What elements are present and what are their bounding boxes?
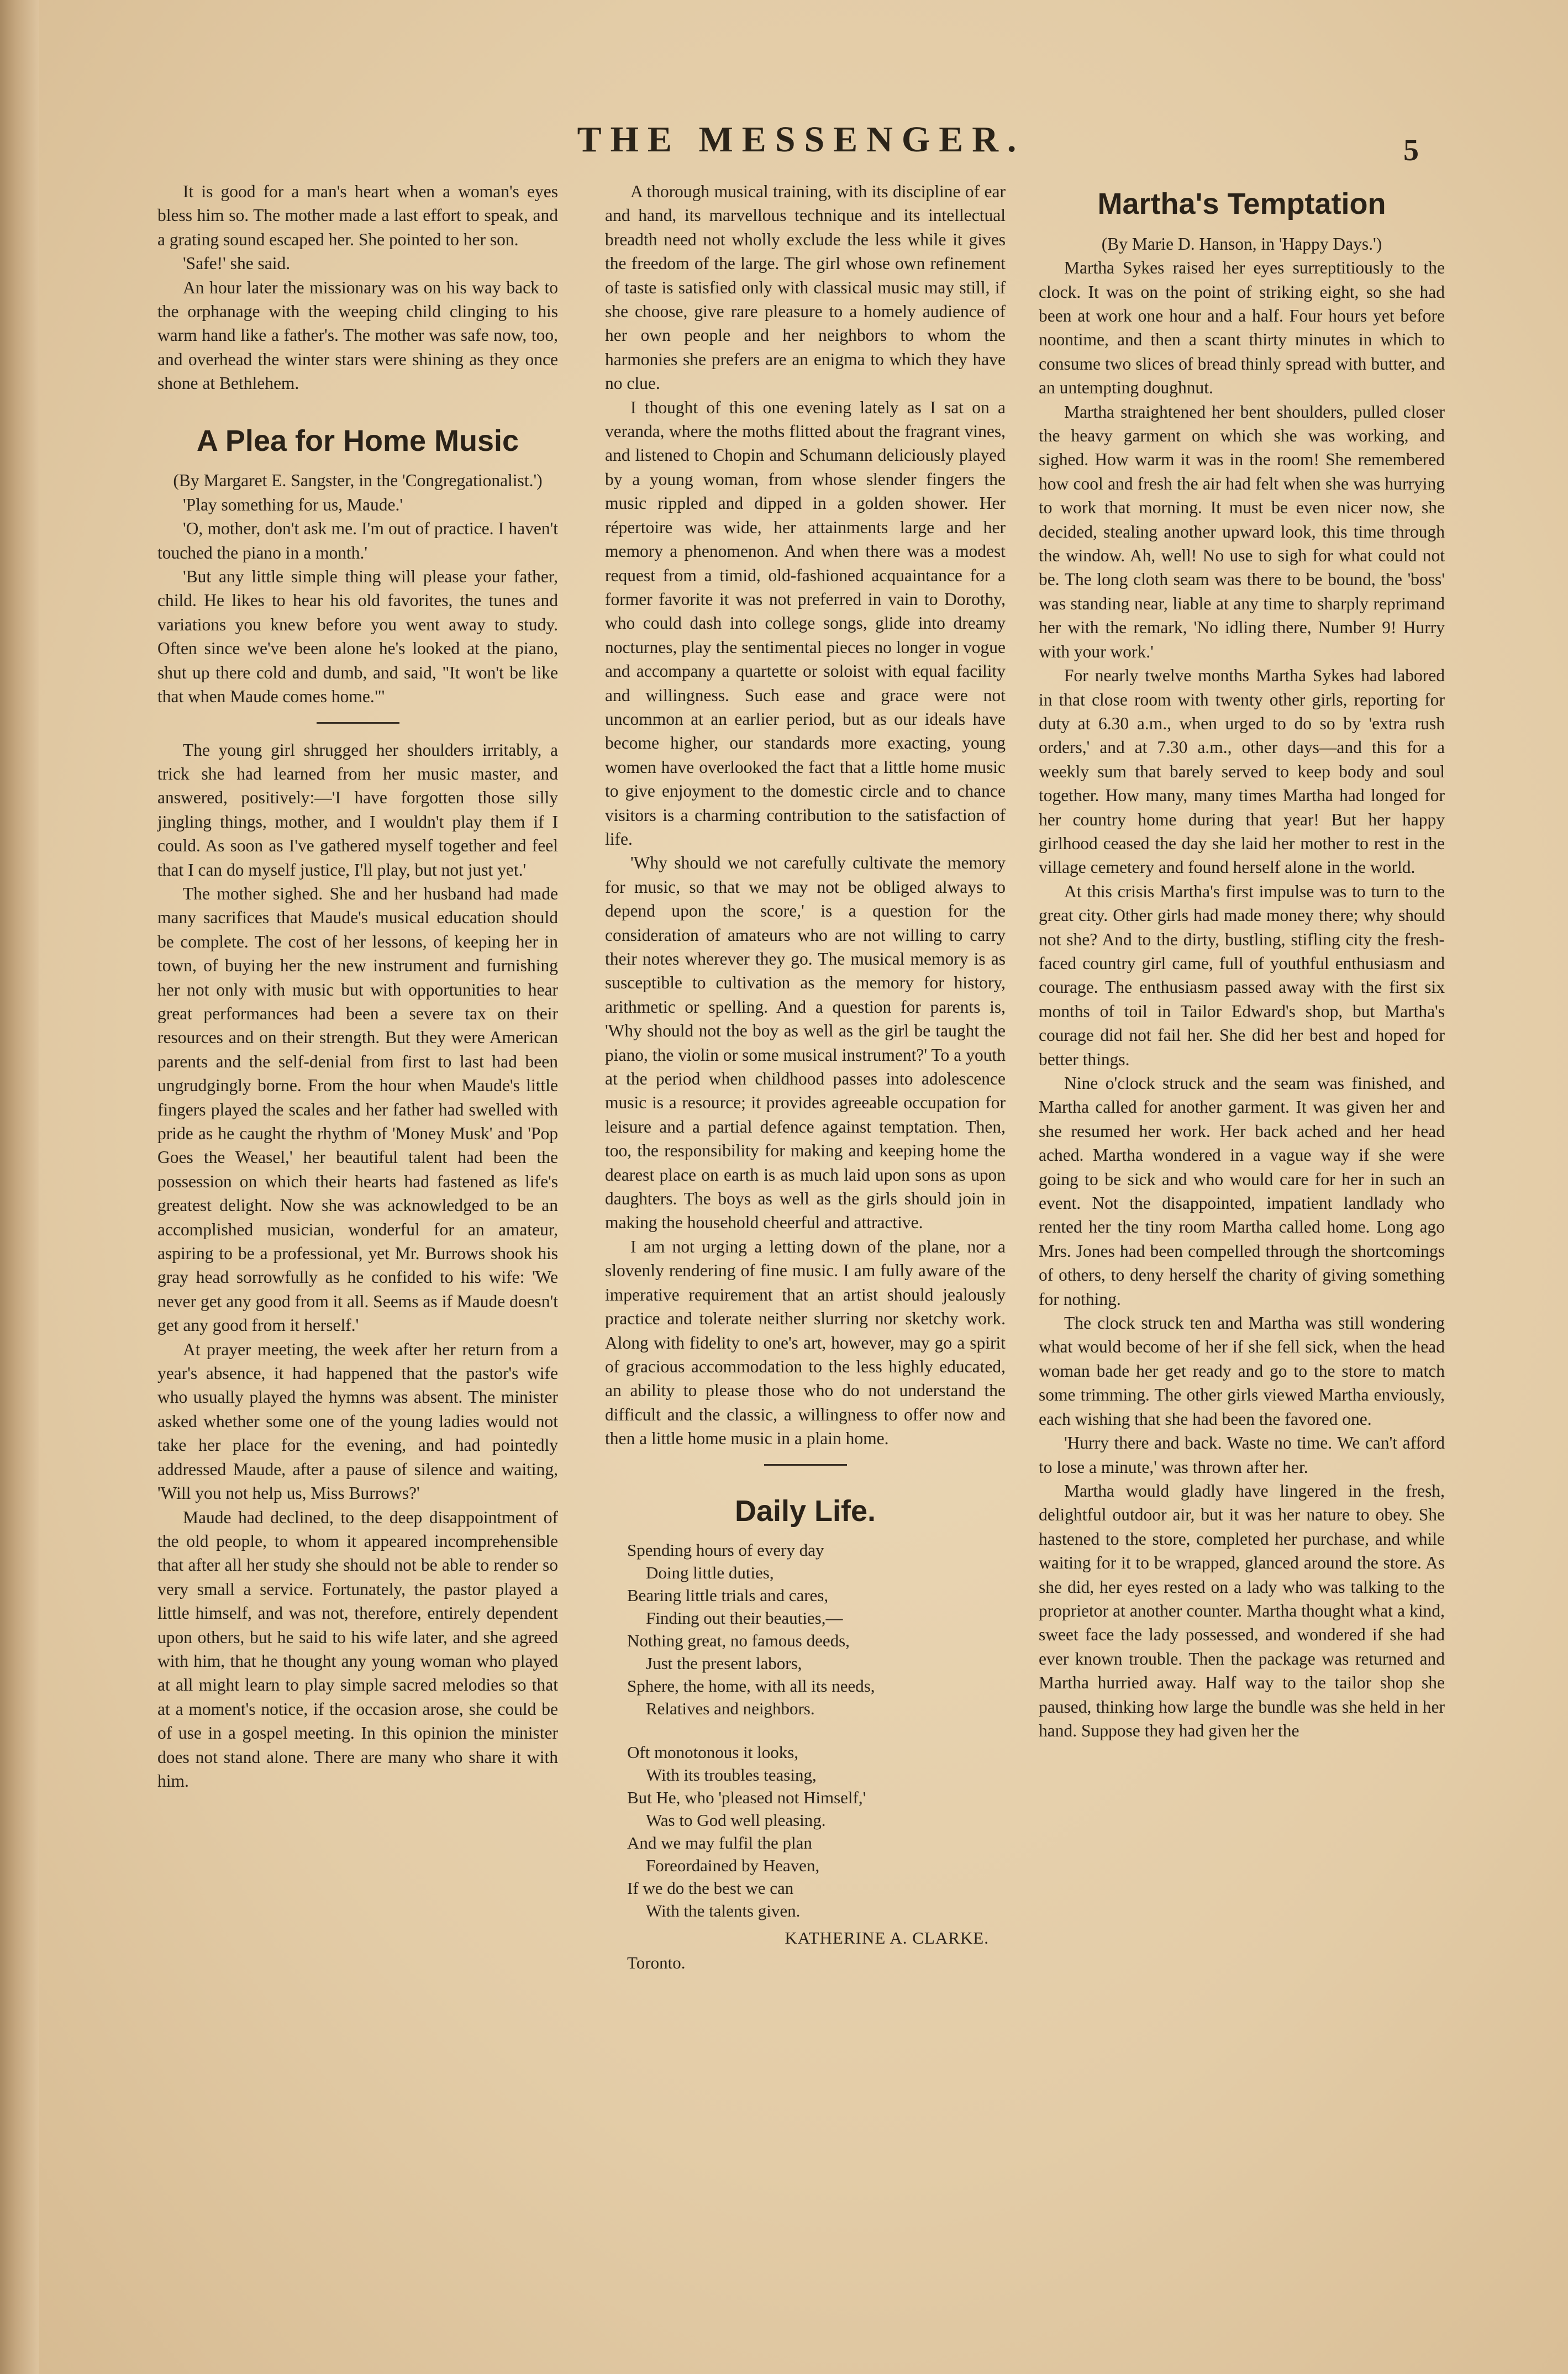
paragraph: It is good for a man's heart when a woman's eyes bless him so. The mother made a last effort to speak, and a grating sound escaped her. She pointed to her son. [157, 182, 558, 249]
paragraph: 'Safe!' she said. [183, 254, 291, 273]
paragraph: At prayer meeting, the week after her return from a year's absence, it had happened that the pastor's wife who usually played the hymns was absent. The minister asked whether some one of the young ladies would not take her place for the evening, and had pointedly addressed Maude, after a pause of silence and waiting, 'Will you not help us, Miss Burrows?' [157, 1339, 558, 1503]
poem-line: Bearing little trials and cares, [627, 1586, 829, 1606]
paragraph: 'Why should we not carefully cultivate the memory for music, so that we may not be obliged always to depend upon the score,' is a question for the consideration of amateurs who are not willing to carry their notes wherever they go. The musical memory is as susceptible to cultivation as the memory for history, arithmetic or spelling. And a question for parents is, 'Why should not the boy as well as the girl be taught the piano, the violin or some musical instrument?' To a youth at the period when childhood passes into adolescence music is a resource; it provides agreeable occupation for leisure and a partial defence against temptation. Then, too, the responsibility for making and keeping home the dearest place on earth is as much laid upon sons as upon daughters. The boys as well as the girls should join in making the household cheerful and attractive. [605, 853, 1006, 1233]
poem-title: Daily Life. [734, 1494, 876, 1528]
poem-line: With the talents given. [646, 1901, 801, 1921]
paragraph: For nearly twelve months Martha Sykes had labored in that close room with twenty other girls, reporting for duty at 6.30 a.m., when urged to do so by 'extra rush orders,' and at 7.30 a.m., other days—and this for a weekly sum that barely served to keep body and soul together. How many, many times Martha had longed for her country home during that year! But her happy girlhood ceased the day she laid her mother to rest in the village cemetery and found herself alone in the world. [1039, 666, 1445, 877]
page-number: 5 [1403, 133, 1419, 167]
column-3 [1039, 180, 1445, 1743]
divider [764, 1464, 847, 1466]
paragraph: 'But any little simple thing will please your father, child. He likes to hear his old favorites, the tunes and variations you knew before you went away to study. Often since we've been alone he's looked at the piano, shut up there cold and dumb, and said, "It won't be like that when Maude comes home."' [157, 567, 558, 707]
paragraph: 'O, mother, don't ask me. I'm out of practice. I haven't touched the piano in a month.' [157, 519, 558, 562]
paragraph: A thorough musical training, with its discipline of ear and hand, its marvellous technique and its intellectual breadth need not wholly exclude the less while it gives the freedom of the large. The girl whose own refinement of taste is satisfied only with classical music may still, if she choose, give rare pleasure to a homely audience of her own people and her neighbors to whom the harmonies she prefers are an enigma to which they have no clue. [605, 182, 1006, 393]
poem-line: Nothing great, no famous deeds, [627, 1631, 850, 1651]
column-1 [157, 180, 558, 1793]
poem-place: Toronto. [627, 1953, 686, 1973]
paragraph: The young girl shrugged her shoulders irritably, a trick she had learned from her music master, and answered, positively:—'I have forgotten those silly jingling things, mother, and I wouldn't play them if I could. As soon as I've gathered myself together and feel that I can do myself justice, I'll play, but not just yet.' [157, 740, 558, 880]
paragraph: At this crisis Martha's first impulse was to turn to the great city. Other girls had made money there; why should not she? And to the dirty, bustling, stifling city the fresh-faced country girl came, full of youthful enthusiasm and courage. The enthusiasm passed away with the first six months of toil in Tailor Edward's shop, but Martha's courage did not fail her. She did her best and hoped for better things. [1039, 881, 1445, 1069]
poem [627, 1539, 1006, 1974]
poem-line: Relatives and neighbors. [646, 1699, 815, 1719]
poem-author: KATHERINE A. CLARKE. [785, 1928, 989, 1948]
paragraph: Maude had declined, to the deep disappointment of the old people, to whom it appeared incomprehensible that after all her study she should not be able to render so very small a service. Fortunately, the pastor played a little himself, and was not, therefore, entirely dependent upon others, but he said to his wife later, and she agreed with him, that he thought any young woman who played at all might learn to play simple sacred melodies so that at a moment's notice, if the occasion arose, she could be of use in a gospel meeting. In this opinion the minister does not stand alone. There are many who share it with him. [157, 1507, 558, 1791]
poem-line: Was to God well pleasing. [646, 1810, 826, 1830]
poem-line: Foreordained by Heaven, [646, 1856, 820, 1876]
column-2 [605, 180, 1006, 1974]
paragraph: 'Play something for us, Maude.' [183, 494, 403, 514]
poem-line: Just the present labors, [646, 1654, 802, 1673]
paragraph: 'Hurry there and back. Waste no time. We can't afford to lose a minute,' was thrown after her. [1039, 1433, 1445, 1477]
paragraph: I am not urging a letting down of the plane, nor a slovenly rendering of fine music. I am fully aware of the imperative requirement that an artist should jealously practice and tolerate neither slurring nor sketchy work. Along with fidelity to one's art, however, may go a spirit of gracious accommodation to the less highly educated, an ability to please those who do not understand the difficult and the classic, a willingness to offer now and then a little home music in a plain home. [605, 1236, 1006, 1449]
page-binding-edge [0, 0, 39, 2374]
paragraph: The mother sighed. She and her husband had made many sacrifices that Maude's musical education should be complete. The cost of her lessons, of keeping her in town, of buying her the new instrument and furnishing her not only with music but with opportunities to hear great performances had been a severe tax on their resources and on their strength. But they were American parents and the self-denial from first to last had been ungrudgingly borne. From the hour when Maude's little fingers played the scales and her father had swelled with pride as he caught the rhythm of 'Money Musk' and 'Pop Goes the Weasel,' her beautiful talent had been the possession on which their hearts had fastened as life's greatest delight. Now she was acknowledged to be an accomplished musician, wonderful for an amateur, aspiring to be a professional, yet Mr. Burrows shook his gray head sorrowfully as he confided to his wife: 'We never get any good from it all. Seems as if Maude doesn't get any good from it herself.' [157, 883, 558, 1335]
paragraph: An hour later the missionary was on his way back to the orphanage with the weeping child clinging to his warm hand like a father's. The mother was safe now, too, and overhead the winter stars were shining as they once shone at Bethlehem. [157, 277, 558, 393]
paragraph: Martha straightened her bent shoulders, pulled closer the heavy garment on which she was working, and sighed. How warm it was in the room! She remembered how cool and fresh the air had felt when she was hurrying to work that morning. It must be even nicer now, she decided, stealing another upward look, this time through the window. Ah, well! No use to sigh for what could not be. The long cloth seam was there to be bound, the 'boss' was standing near, liable at any time to sharply reprimand her with the remark, 'No idling there, Number 9! Hurry with your work.' [1039, 402, 1445, 661]
poem-line: Oft monotonous it looks, [627, 1743, 799, 1762]
poem-line: If we do the best we can [627, 1878, 794, 1898]
paragraph: Nine o'clock struck and the seam was finished, and Martha called for another garment. It was given her and she resumed her work. Her back ached and her head ached. Martha wondered in a vague way if she were going to be sick and who would care for her in such an event. Not the disappointed, impatient landlady who rented her the tiny room Martha called home. Long ago Mrs. Jones had been compelled through the shortcomings of others, to deny herself the charity of giving something for nothing. [1039, 1073, 1445, 1309]
divider [317, 722, 399, 724]
poem-line: But He, who 'pleased not Himself,' [627, 1788, 866, 1808]
poem-line: With its troubles teasing, [646, 1765, 817, 1785]
byline: (By Margaret E. Sangster, in the 'Congregationalist.') [173, 471, 543, 491]
poem-line: Doing little duties, [646, 1563, 774, 1583]
paragraph: Martha would gladly have lingered in the fresh, delightful outdoor air, but it was her nature to obey. She hastened to the store, completed her purchase, and while waiting for it to be wrapped, glanced around the store. As she did, her eyes rested on a lady who was talking to the proprietor at another counter. Martha thought what a kind, sweet face the lady possessed, and wondered if she had ever known trouble. Then the package was returned and Martha hurried away. Half way to the tailor shop she paused, thinking how large the bundle was she held in her hand. Suppose they had given her the [1039, 1481, 1445, 1740]
masthead: THE MESSENGER. [577, 119, 1025, 160]
article-title: Martha's Temptation [1097, 187, 1386, 220]
stanza-break [627, 1720, 1006, 1741]
byline: (By Marie D. Hanson, in 'Happy Days.') [1101, 234, 1382, 254]
poem-line: And we may fulfil the plan [627, 1833, 812, 1853]
poem-line: Finding out their beauties,— [646, 1608, 843, 1628]
poem-line: Spending hours of every day [627, 1540, 824, 1560]
paragraph: Martha Sykes raised her eyes surreptitiously to the clock. It was on the point of striking eight, so she had been at work one hour and a half. Four hours yet before noontime, and then a scant thirty minutes in which to consume two slices of bread thinly spread with butter, and an untempting doughnut. [1039, 258, 1445, 398]
paragraph: I thought of this one evening lately as I sat on a veranda, where the moths flitted about the fragrant vines, and listened to Chopin and Schumann deliciously played by a young woman, from whose slender fingers the music rippled and dipped in a golden shower. Her répertoire was wide, her attainments large and her memory a phenomenon. And when there was a modest request from a timid, old-fashioned acquaintance for a former favorite it was not preferred in vain to Dorothy, who could dash into college songs, glide into dreamy nocturnes, play the sentimental pieces no longer in vogue and accompany a quartette or soloist with equal facility and willingness. Such ease and grace were not uncommon at an earlier period, but as our ideals have become higher, our standards more exacting, young women have overlooked the fact that a little home music to give enjoyment to the domestic circle and to chance visitors is a charming contribution to the satisfaction of life. [605, 397, 1006, 849]
paragraph: The clock struck ten and Martha was still wondering what would become of her if she fell sick, when the head woman bade her get ready and go to the store to match some trimming. The other girls viewed Martha enviously, each wishing that she had been the favored one. [1039, 1313, 1445, 1429]
article-title: A Plea for Home Music [196, 424, 519, 457]
poem-line: Sphere, the home, with all its needs, [627, 1676, 875, 1696]
